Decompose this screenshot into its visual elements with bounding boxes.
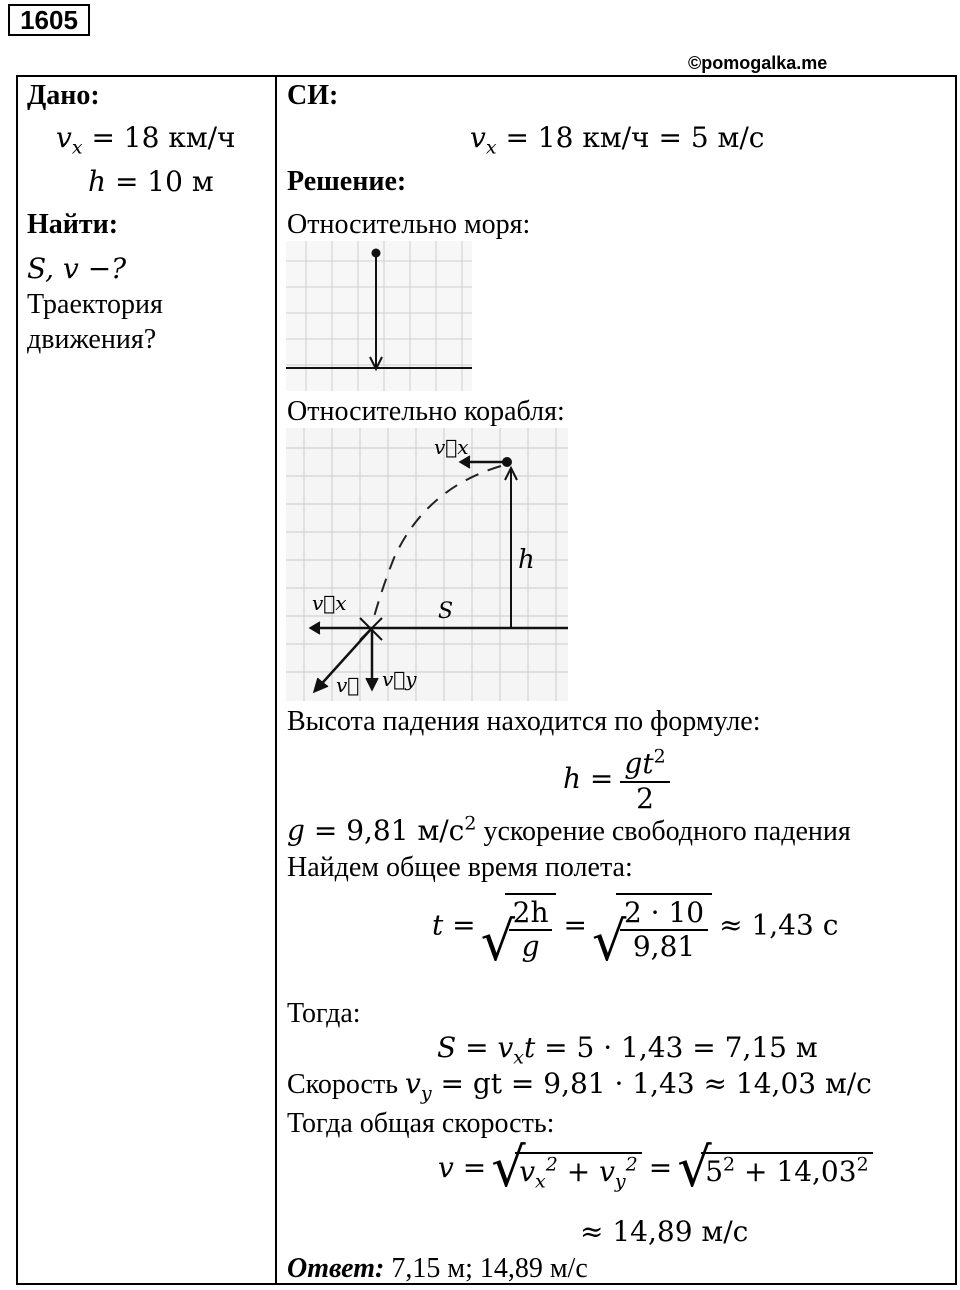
left-vx-label: v⃗x: [312, 591, 347, 615]
given-heading: Дано:: [27, 80, 100, 111]
find-trajectory: Траектория: [27, 289, 163, 320]
v-label: v⃗: [336, 673, 360, 697]
height-formula: h = $\frac{gt^2}{2}$: [563, 748, 670, 815]
total-speed-heading: Тогда общая скорость:: [287, 1108, 555, 1139]
distance-label: S: [438, 599, 454, 624]
si-vx: $v_x = 18$ км/ч = 5 м/с: [470, 121, 765, 159]
problem-number: 1605: [8, 4, 90, 36]
distance-formula: $S = v_xt = 5 \cdot 1,43 = 7,15$ м: [437, 1031, 818, 1069]
solution-heading: Решение:: [287, 166, 407, 197]
total-speed-formula: v = √ $v_x^2 + v_y^2$ = √ $5^2 + 14,03^2$: [438, 1152, 873, 1189]
find-motion: движения?: [27, 324, 157, 355]
watermark: ©pomogalka.me: [688, 53, 828, 73]
relative-sea-label: Относительно моря:: [287, 209, 531, 240]
height-label: h: [518, 545, 535, 575]
time-formula: t = √ $\frac{2h}{g}$ = √ $\frac{2 \cdot 10}{9,81}$ ≈ 1,43 с: [432, 893, 838, 963]
find-sv: S, v −?: [27, 252, 127, 285]
vy-line: Скорость $v_y$ = gt = 9,81 · 1,43 ≈ 14,03 м/с: [287, 1067, 872, 1105]
total-speed-result: ≈ 14,89 м/с: [580, 1215, 749, 1248]
height-formula-text: Высота падения находится по формуле:: [287, 706, 761, 737]
given-h: h = 10 м: [88, 165, 214, 198]
relative-ship-label: Относительно корабля:: [287, 396, 565, 427]
top-vx-label: v⃗x: [434, 435, 469, 459]
si-heading: СИ:: [287, 80, 339, 111]
g-definition: g = 9,81 $м/с^2$ ускорение свободного падения: [287, 812, 851, 847]
ship-sketch: [286, 428, 568, 701]
given-vx: $v_x = 18$ км/ч: [56, 121, 236, 159]
answer-line: Ответ: 7,15 м; 14,89 м/с: [287, 1253, 588, 1284]
vy-label: v⃗y: [382, 667, 417, 691]
sea-sketch: [286, 241, 472, 391]
column-divider: [275, 75, 277, 1285]
time-heading: Найдем общее время полета:: [287, 852, 633, 883]
find-heading: Найти:: [27, 209, 119, 240]
then-label: Тогда:: [287, 998, 361, 1029]
